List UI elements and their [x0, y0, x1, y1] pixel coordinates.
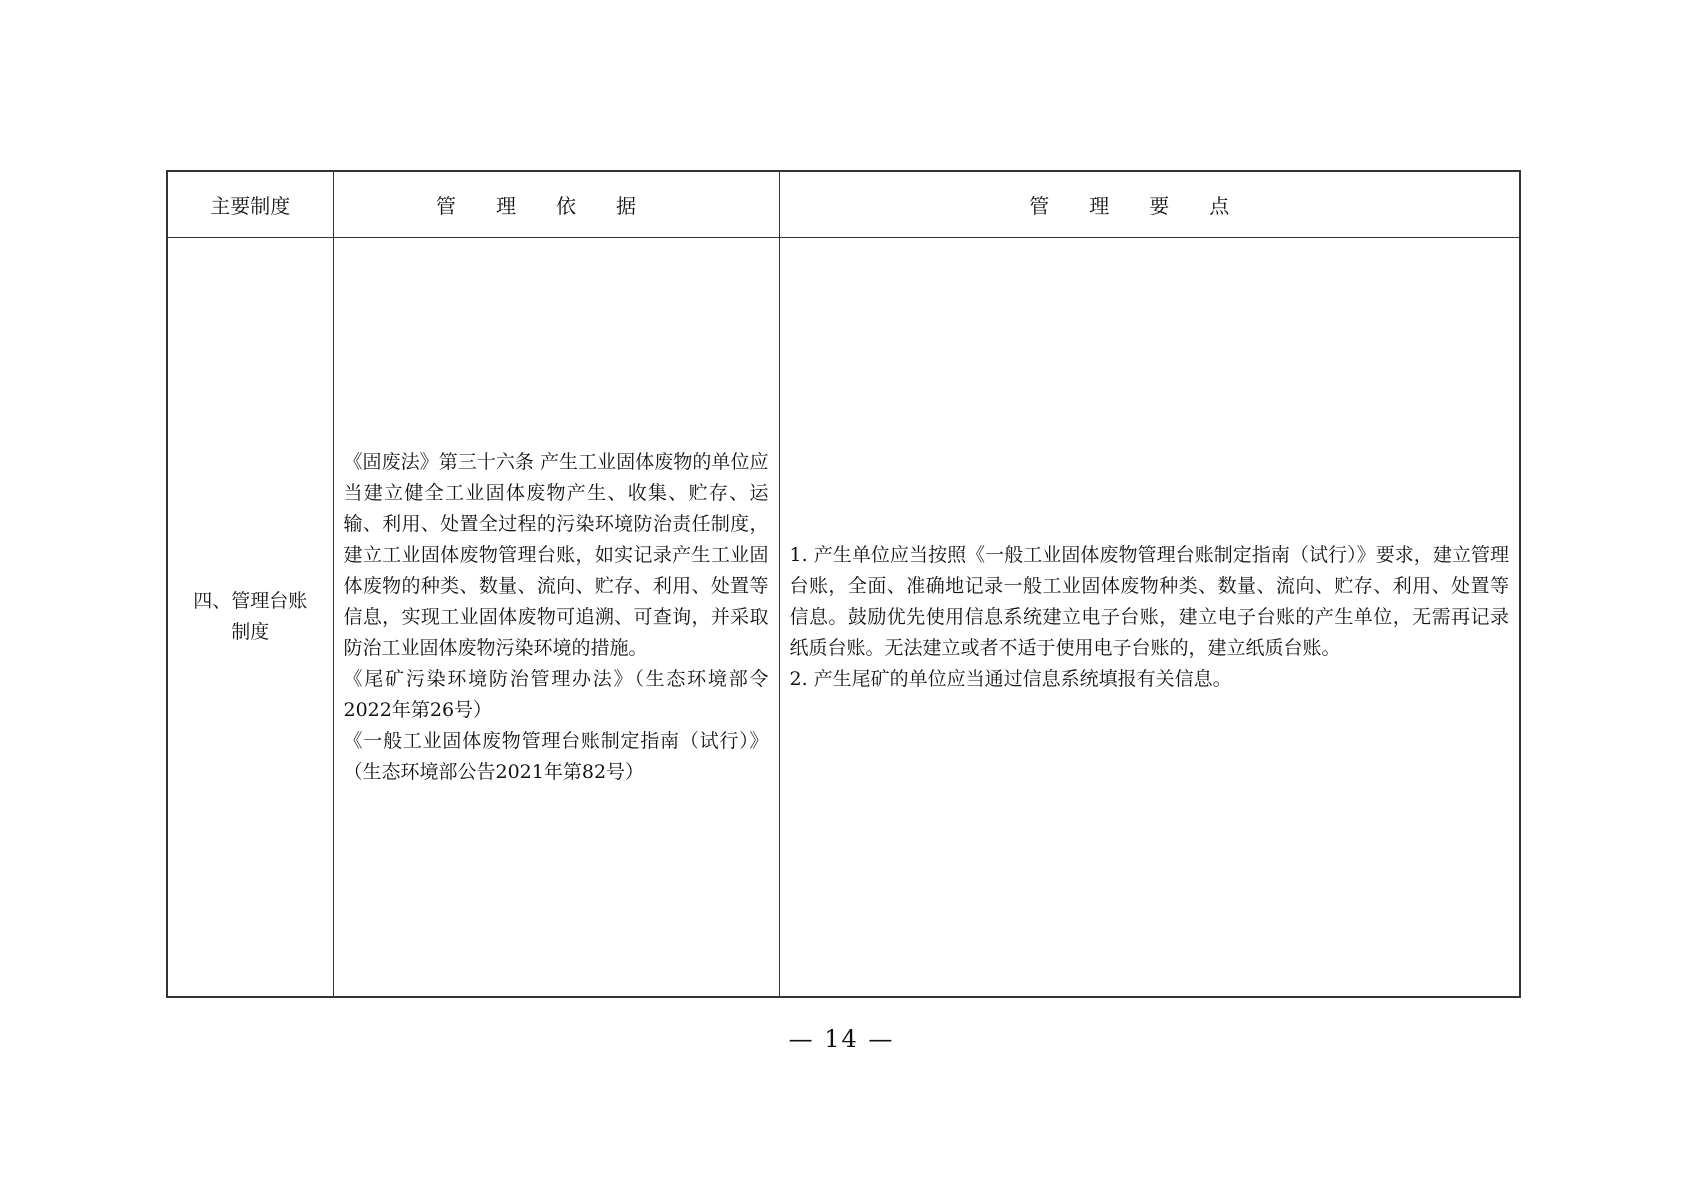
basis-paragraph-1: 《固废法》第三十六条 产生工业固体废物的单位应当建立健全工业固体废物产生、收集、贮存、运输、利用、处置全过程的污染环境防治责任制度，建立工业固体废物管理台账，如实记录产生工业固体废物的种类、数量、流向、贮存、利用、处置等信息，实现工业固体废物可追溯、可查询，并采取防治工业固体废物污染环境的措施。 [343, 450, 769, 659]
cell-management-points [779, 238, 1520, 998]
header-management-points: 管理要点 [779, 171, 1520, 238]
system-name-line-1: 四、管理台账 [193, 590, 308, 612]
basis-paragraph-2: 《尾矿污染环境防治管理办法》（生态环境部令2022年第26号） [343, 667, 769, 721]
basis-paragraph-3: 《一般工业固体废物管理台账制定指南（试行）》（生态环境部公告2021年第82号） [343, 729, 769, 783]
page-number: — 14 — [788, 1025, 895, 1053]
header-management-basis: 管理依据 [333, 171, 779, 238]
header-main-system: 主要制度 [167, 171, 333, 238]
system-name-line-2: 制度 [231, 621, 270, 643]
points-paragraph-1: 1. 产生单位应当按照《一般工业固体废物管理台账制定指南（试行）》要求，建立管理台账，全面、准确地记录一般工业固体废物种类、数量、流向、贮存、利用、处置等信息。鼓励优先使用信息系统建立电子台账，建立电子台账的产生单位，无需再记录纸质台账。无法建立或者不适于使用电子台账的，建立纸质台账。 [789, 543, 1509, 659]
regulation-table [166, 170, 1521, 998]
cell-system-name [167, 238, 333, 998]
table-header-row [167, 171, 1520, 238]
points-paragraph-2: 2. 产生尾矿的单位应当通过信息系统填报有关信息。 [789, 667, 1232, 690]
table-row [167, 238, 1520, 998]
cell-management-basis [333, 238, 779, 998]
